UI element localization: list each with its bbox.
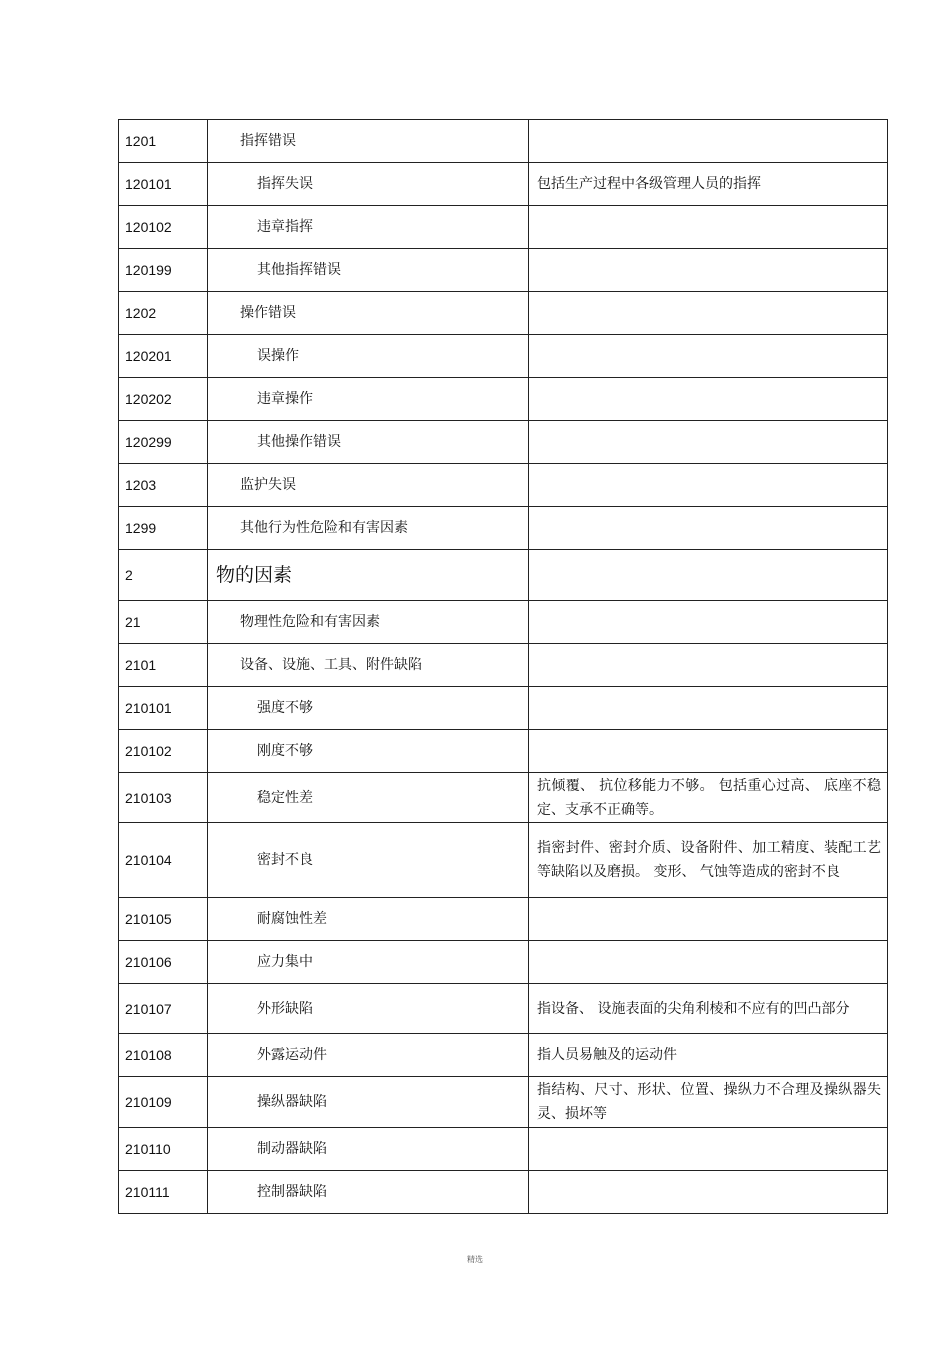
table-row [119, 1128, 888, 1171]
description-text: 指结构、尺寸、形状、位置、操纵力不合理及操纵器失灵、损坏等 [537, 1082, 881, 1122]
cell-description [529, 163, 888, 206]
cell-description [529, 823, 888, 898]
table-row [119, 421, 888, 464]
table-row [119, 898, 888, 941]
cell-description [529, 206, 888, 249]
table-row [119, 378, 888, 421]
table-row [119, 1077, 888, 1128]
cell-description [529, 378, 888, 421]
cell-name: 控制器缺陷 [208, 1171, 529, 1214]
cell-code: 210103 [119, 773, 208, 823]
cell-description [529, 292, 888, 335]
description-text: 指设备、 设施表面的尖角利棱和不应有的凹凸部分 [537, 1000, 850, 1017]
cell-code: 1202 [119, 292, 208, 335]
table-row [119, 823, 888, 898]
table-row [119, 730, 888, 773]
cell-name: 稳定性差 [208, 773, 529, 823]
table-row [119, 773, 888, 823]
cell-name: 物理性危险和有害因素 [208, 601, 529, 644]
cell-description [529, 687, 888, 730]
cell-name: 违章操作 [208, 378, 529, 421]
cell-code: 210110 [119, 1128, 208, 1171]
cell-code: 120299 [119, 421, 208, 464]
cell-description [529, 644, 888, 687]
table-row [119, 292, 888, 335]
cell-name: 刚度不够 [208, 730, 529, 773]
cell-code: 120199 [119, 249, 208, 292]
cell-code: 1203 [119, 464, 208, 507]
cell-code: 120101 [119, 163, 208, 206]
table-row [119, 941, 888, 984]
cell-code: 120201 [119, 335, 208, 378]
cell-code: 210102 [119, 730, 208, 773]
cell-code: 210108 [119, 1034, 208, 1077]
cell-description [529, 421, 888, 464]
cell-description [529, 249, 888, 292]
table-row [119, 206, 888, 249]
table-row [119, 601, 888, 644]
cell-description [529, 941, 888, 984]
cell-code: 2101 [119, 644, 208, 687]
cell-description [529, 550, 888, 601]
cell-name: 密封不良 [208, 823, 529, 898]
cell-code: 210104 [119, 823, 208, 898]
cell-description [529, 730, 888, 773]
cell-name: 物的因素 [208, 550, 529, 601]
hazard-classification-table [118, 119, 888, 1214]
description-text: 抗倾覆、 抗位移能力不够。 包括重心过高、 底座不稳定、支承不正确等。 [537, 777, 881, 818]
cell-name: 外露运动件 [208, 1034, 529, 1077]
cell-description [529, 120, 888, 163]
table-body [119, 120, 888, 1214]
cell-code: 210101 [119, 687, 208, 730]
table-row [119, 120, 888, 163]
cell-description [529, 1128, 888, 1171]
table-row [119, 507, 888, 550]
cell-name: 监护失误 [208, 464, 529, 507]
cell-code: 120202 [119, 378, 208, 421]
cell-name: 其他行为性危险和有害因素 [208, 507, 529, 550]
cell-name: 指挥错误 [208, 120, 529, 163]
cell-code: 210106 [119, 941, 208, 984]
cell-name: 制动器缺陷 [208, 1128, 529, 1171]
cell-code: 210107 [119, 984, 208, 1034]
table-row [119, 687, 888, 730]
cell-description [529, 1034, 888, 1077]
table-row [119, 163, 888, 206]
cell-name: 耐腐蚀性差 [208, 898, 529, 941]
cell-code: 120102 [119, 206, 208, 249]
cell-description [529, 464, 888, 507]
table-row [119, 464, 888, 507]
description-text: 指人员易触及的运动件 [537, 1047, 677, 1063]
cell-code: 210105 [119, 898, 208, 941]
cell-description [529, 898, 888, 941]
cell-name: 误操作 [208, 335, 529, 378]
cell-code: 2 [119, 550, 208, 601]
table-row [119, 644, 888, 687]
cell-name: 其他指挥错误 [208, 249, 529, 292]
cell-name: 其他操作错误 [208, 421, 529, 464]
cell-name: 操纵器缺陷 [208, 1077, 529, 1128]
page-footer: 精选 [467, 1255, 483, 1264]
cell-description [529, 601, 888, 644]
cell-description [529, 1077, 888, 1128]
table-row [119, 249, 888, 292]
cell-name: 操作错误 [208, 292, 529, 335]
cell-code: 1201 [119, 120, 208, 163]
cell-name: 设备、设施、工具、附件缺陷 [208, 644, 529, 687]
cell-description [529, 984, 888, 1034]
cell-code: 1299 [119, 507, 208, 550]
cell-name: 强度不够 [208, 687, 529, 730]
cell-code: 21 [119, 601, 208, 644]
cell-description [529, 773, 888, 823]
table-row [119, 1171, 888, 1214]
table-row [119, 335, 888, 378]
table-row [119, 984, 888, 1034]
cell-name: 外形缺陷 [208, 984, 529, 1034]
table-row [119, 550, 888, 601]
cell-code: 210109 [119, 1077, 208, 1128]
cell-name: 指挥失误 [208, 163, 529, 206]
description-text: 指密封件、密封介质、设备附件、加工精度、装配工艺等缺陷以及磨损。 变形、 气蚀等造成的密封不良 [537, 840, 881, 880]
description-text: 包括生产过程中各级管理人员的指挥 [537, 176, 761, 192]
cell-description [529, 1171, 888, 1214]
cell-description [529, 507, 888, 550]
cell-description [529, 335, 888, 378]
cell-name: 违章指挥 [208, 206, 529, 249]
cell-code: 210111 [119, 1171, 208, 1214]
cell-name: 应力集中 [208, 941, 529, 984]
table-row [119, 1034, 888, 1077]
